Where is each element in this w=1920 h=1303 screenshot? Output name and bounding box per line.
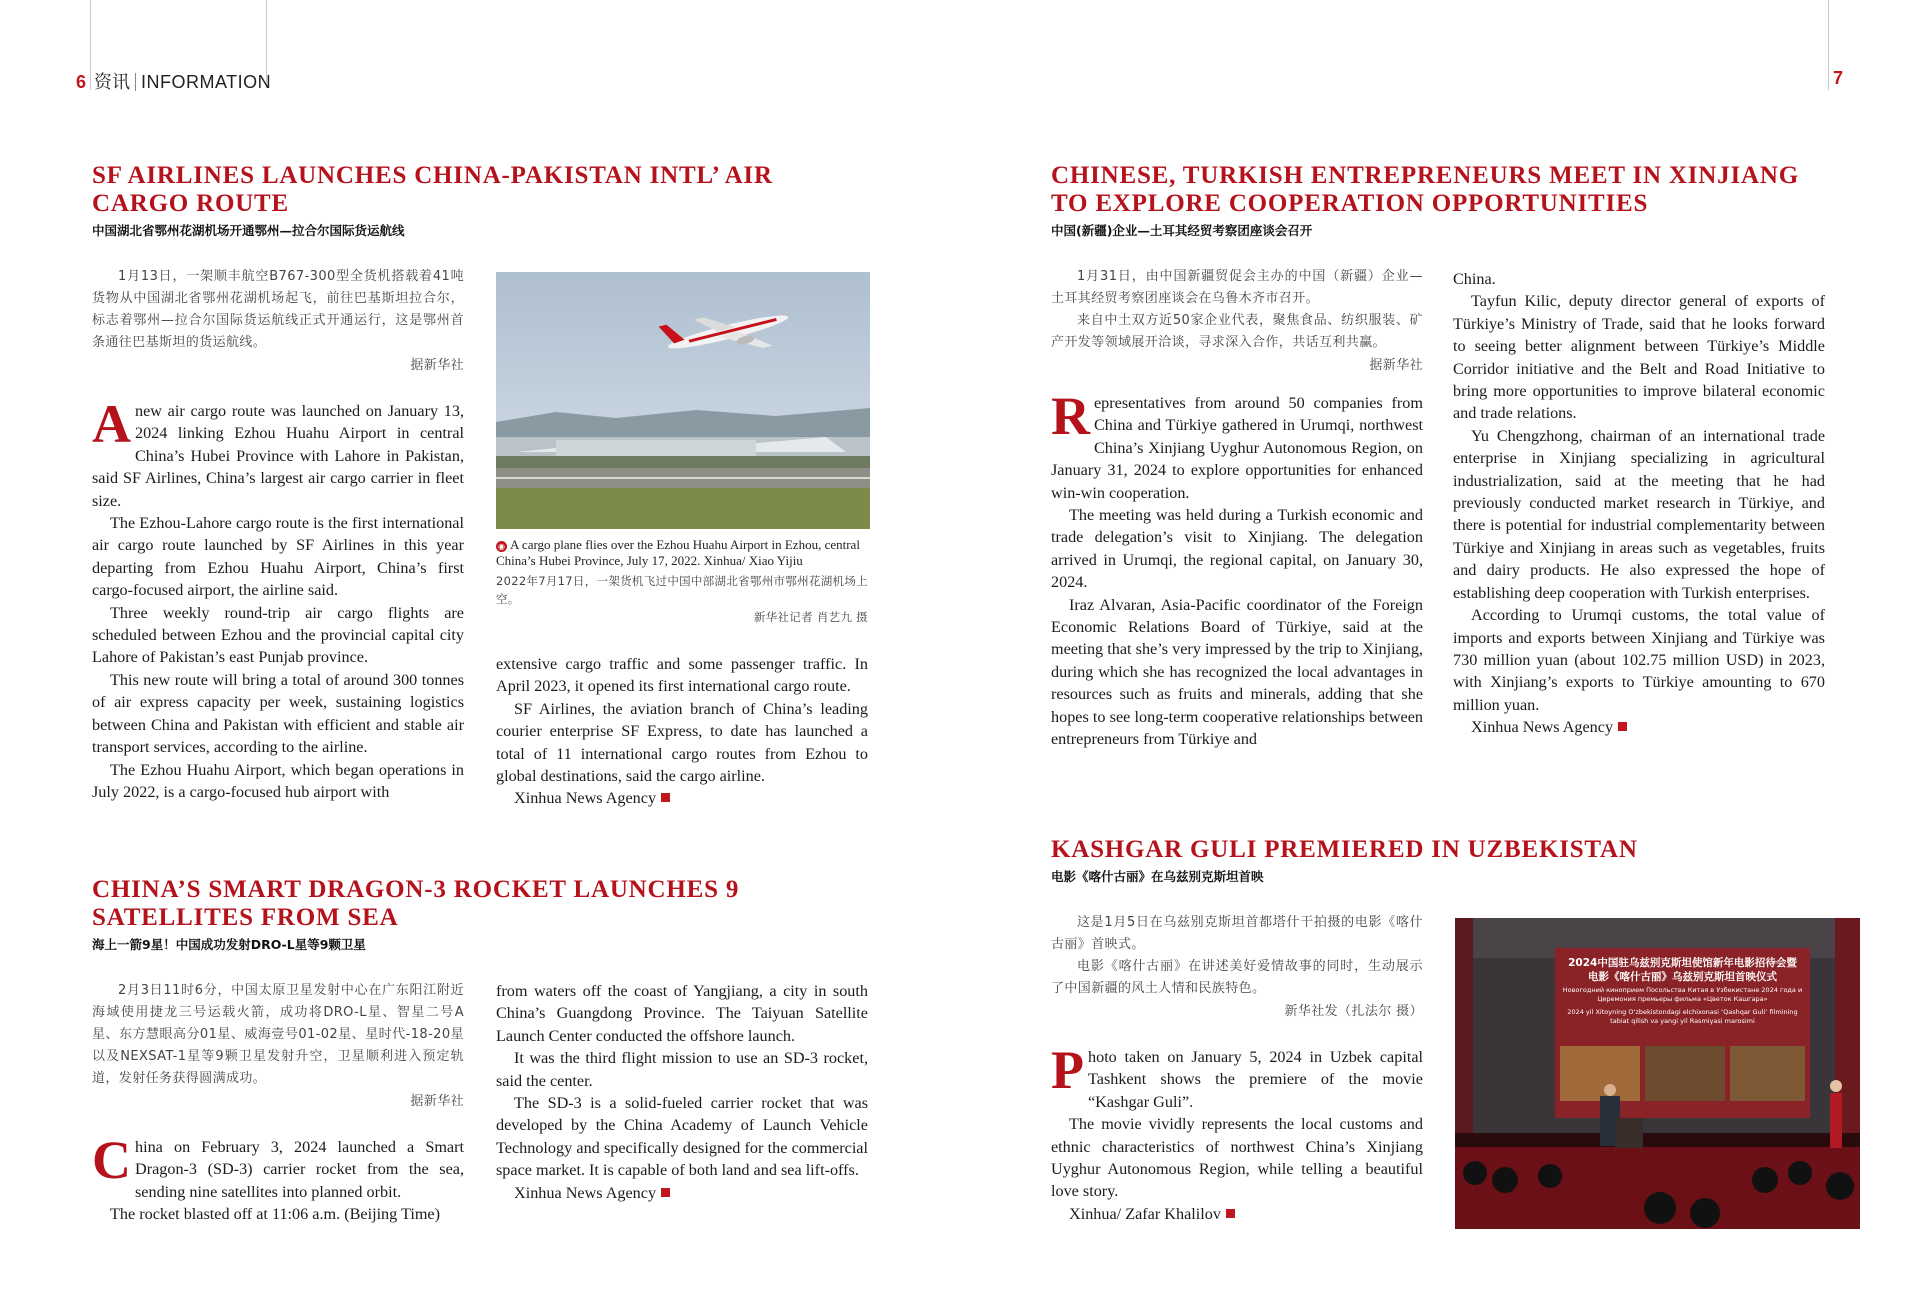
cn-summary (1051, 912, 1423, 1023)
paragraph: The movie vividly represents the local customs and ethnic characteristics of northwest China’s Xinjiang Uyghur Autonomous Region, while telling a beautiful love story. (1051, 1115, 1423, 1201)
cargo-plane-photo (496, 272, 870, 529)
signoff-text: Xinhua News Agency (514, 789, 657, 808)
folio-divider (135, 73, 136, 91)
paragraph: extensive cargo traffic and some passenger traffic. In April 2023, it opened its first international cargo route. (496, 655, 868, 696)
section-name-en: INFORMATION (141, 72, 272, 92)
article-headline: CHINESE, TURKISH ENTREPRENEURS MEET IN XINJIANG TO EXPLORE COOPERATION OPPORTUNITIES (1051, 162, 1799, 217)
paragraph: The rocket blasted off at 11:06 a.m. (Beijing Time) (110, 1205, 440, 1224)
signoff-text: Xinhua News Agency (1471, 718, 1614, 737)
drop-cap: R (1051, 386, 1090, 446)
english-body-continued (1453, 268, 1825, 739)
paragraph-text: hoto taken on January 5, 2024 in Uzbek capital Tashkent shows the premiere of the movie “Kashgar Guli”. (1088, 1048, 1423, 1111)
english-body-continued (496, 653, 868, 810)
cn-summary-text: 1月13日，一架顺丰航空B767-300型全货机搭载着41吨货物从中国湖北省鄂州花湖机场起飞，前往巴基斯坦拉合尔，标志着鄂州—拉合尔国际货运航线正式开通运行，这是鄂州首条通往巴基斯坦的货运航线。 (92, 269, 464, 350)
smart-dragon-body (92, 980, 868, 1226)
signoff (1453, 716, 1825, 738)
signoff (496, 1182, 868, 1204)
cn-source: 据新华社 (410, 358, 464, 373)
paragraph: The Ezhou-Lahore cargo route is the first international air cargo route launched by SF Airlines in this year departing from Ezhou Huahu Airport, China’s first cargo-focused airport, the airline said. (92, 514, 464, 600)
premiere-photo (1455, 918, 1860, 1229)
signoff-text: Xinhua/ Zafar Khalilov (1069, 1204, 1221, 1223)
caption-credit: 新华社记者 肖艺九 摄 (753, 610, 868, 624)
screen-title-3: Новогодний киноприем Посольства Китая в Узбекистане 2024 года и (1562, 986, 1803, 994)
end-mark (1618, 722, 1627, 731)
sf-column-1 (92, 266, 464, 810)
section-name-cn: 资讯 (94, 72, 131, 92)
end-mark (661, 793, 670, 802)
camera-icon: ◉ (496, 541, 507, 552)
cn-source: 据新华社 (410, 1094, 464, 1109)
paragraph: The meeting was held during a Turkish economic and trade delegation’s visit to Xinjiang. The delegation arrived in Urumqi, the regional capital, on January 30, 2024. (1051, 506, 1423, 592)
cn-credit: 新华社发（扎法尔 摄） (1284, 1004, 1423, 1019)
turkish-body (1051, 266, 1825, 751)
cn-summary-text: 这是1月5日在乌兹别克斯坦首都塔什干拍摄的电影《喀什古丽》首映式。 (1051, 915, 1423, 952)
turkish-column-1 (1051, 266, 1423, 751)
screen-title-2: 电影《喀什古丽》乌兹别克斯坦首映仪式 (1588, 971, 1777, 983)
sf-airlines-body (92, 266, 868, 810)
english-body-continued (496, 980, 868, 1204)
english-body (1051, 386, 1423, 751)
paragraph: China. (1453, 270, 1496, 288)
signoff-text: Xinhua News Agency (514, 1183, 657, 1202)
end-mark (1226, 1209, 1235, 1218)
english-body (1051, 1040, 1423, 1225)
cn-summary-text: 电影《喀什古丽》在讲述美好爱情故事的同时，生动展示了中国新疆的风土人情和民族特色。 (1051, 959, 1423, 996)
cn-summary (92, 980, 464, 1113)
photo-caption (496, 537, 868, 569)
paragraph: Three weekly round-trip air cargo flights are scheduled between Ezhou and the provincial capital city Lahore of Pakistan’s east Punjab province. (92, 603, 464, 667)
drop-cap: P (1051, 1040, 1084, 1100)
sf-column-2 (496, 266, 868, 810)
drop-cap: A (92, 394, 131, 454)
paragraph-text: epresentatives from around 50 companies from China and Türkiye gathered in Urumqi, northwest China’s Xinjiang Uyghur Autonomous Region, on January 31, 2024 to explore opportunities for enhanced win-win cooperation. (1051, 394, 1423, 502)
paragraph: According to Urumqi customs, the total value of imports and exports between Xinjiang and Türkiye was 730 million yuan (about 102.75 million USD) in 2023, with Xinjiang’s exports to Türkiye amounting to 670 million yuan. (1453, 606, 1825, 714)
dragon-column-2 (496, 980, 868, 1226)
english-body (92, 394, 464, 803)
cn-summary (92, 266, 464, 377)
paragraph: The Ezhou Huahu Airport, which began operations in July 2022, is a cargo-focused hub airport with (92, 760, 464, 801)
photo-caption-cn (496, 572, 868, 626)
left-folio (76, 68, 271, 94)
paragraph: from waters off the coast of Yangjiang, a city in south China’s Guangdong Province. The Taiyuan Satellite Launch Center conducted the offshore launch. (496, 982, 868, 1045)
cn-source: 据新华社 (1369, 358, 1423, 373)
article-turkish-entrepreneurs (1051, 162, 1841, 239)
dragon-column-1 (92, 980, 464, 1226)
article-headline: SF AIRLINES LAUNCHES CHINA-PAKISTAN INTL’ AIR CARGO ROUTE (92, 162, 773, 217)
lead-paragraph (92, 394, 464, 512)
signoff (1051, 1203, 1423, 1225)
article-headline: CHINA’S SMART DRAGON-3 ROCKET LAUNCHES 9 SATELLITES FROM SEA (92, 876, 740, 931)
cargo-plane-illustration (496, 272, 870, 529)
kashgar-column-1 (1051, 912, 1423, 1225)
turkish-column-2 (1453, 266, 1825, 751)
screen-title-4: Церемония премьеры фильма «Цветок Кашгара» (1597, 995, 1768, 1003)
right-header-rule (1828, 0, 1829, 90)
caption-cn-text: 2022年7月17日，一架货机飞过中国中部湖北省鄂州市鄂州花湖机场上空。 (496, 574, 868, 606)
screen-text (1555, 956, 1810, 1026)
screen-title-1: 2024中国驻乌兹别克斯坦使馆新年电影招待会暨 (1568, 957, 1797, 969)
paragraph: It was the third flight mission to use an SD-3 rocket, said the center. (496, 1049, 868, 1090)
article-subhead: 海上一箭9星！中国成功发射DRO-L星等9颗卫星 (92, 937, 366, 952)
paragraph: Yu Chengzhong, chairman of an international trade enterprise in Xinjiang specializing in agricultural industrialization, said at the meeting that he had previously conducted market research in Türkiye, and there is potential for industrial complementarity between Türkiye and Xinjiang in areas such as vegetables, fruits and dairy products. He also expressed the hope of establishing deep cooperation with Turkish enterprises. (1453, 426, 1825, 602)
paragraph: This new route will bring a total of around 300 tonnes of air express capacity per week, sustaining logistics between China and Pakistan with efficient and stable air transport services, according to the airline. (92, 670, 464, 757)
article-subhead: 电影《喀什古丽》在乌兹别克斯坦首映 (1051, 869, 1264, 884)
lead-paragraph (1051, 386, 1423, 504)
end-mark (661, 1188, 670, 1197)
article-smart-dragon (92, 876, 870, 953)
screen-title-6: tabiat qilish va yangi yil Rasmiyasi marosimi (1610, 1017, 1755, 1025)
article-kashgar-guli (1051, 836, 1841, 885)
cn-summary (1051, 266, 1423, 377)
article-subhead: 中国湖北省鄂州花湖机场开通鄂州—拉合尔国际货运航线 (92, 223, 405, 238)
paragraph-text: new air cargo route was launched on January 13, 2024 linking Ezhou Huahu Airport in central China’s Hubei Province with Lahore in Pakistan, said SF Airlines, China’s largest air cargo carrier in fleet size. (92, 402, 464, 510)
paragraph-text: hina on February 3, 2024 launched a Smart Dragon-3 (SD-3) carrier rocket from the sea, sending nine satellites into planned orbit. (135, 1138, 464, 1201)
lead-paragraph (92, 1130, 464, 1203)
caption-text: A cargo plane flies over the Ezhou Huahu Airport in Ezhou, central China’s Hubei Province, July 17, 2022. Xinhua/ Xiao Yijiu (496, 537, 860, 568)
signoff (496, 787, 868, 809)
page-number-right: 7 (1833, 68, 1844, 88)
cn-summary-text: 1月31日，由中国新疆贸促会主办的中国（新疆）企业—土耳其经贸考察团座谈会在乌鲁木齐市召开。 (1051, 269, 1423, 306)
right-folio (1833, 68, 1843, 89)
article-headline: KASHGAR GULI PREMIERED IN UZBEKISTAN (1051, 836, 1638, 863)
drop-cap: C (92, 1130, 131, 1190)
paragraph: The SD-3 is a solid-fueled carrier rocket that was developed by the China Academy of Launch Vehicle Technology and specifically designed for the commercial space market. It is capable of both land and sea lift-offs. (496, 1094, 868, 1180)
lead-paragraph (1051, 1040, 1423, 1113)
cn-summary-text: 2月3日11时6分，中国太原卫星发射中心在广东阳江附近海域使用捷龙三号运载火箭，成功将DRO-L星、智星二号A星、东方慧眼高分01星、威海壹号01-02星、星时代-18-20星以及NEXSAT-1星等9颗卫星发射升空，卫星顺利进入预定轨道，发射任务获得圆满成功。 (92, 983, 464, 1086)
article-subhead: 中国(新疆)企业—土耳其经贸考察团座谈会召开 (1051, 223, 1313, 238)
article-sf-airlines (92, 162, 870, 239)
paragraph: Tayfun Kilic, deputy director general of exports of Türkiye’s Ministry of Trade, said that he looks forward to seeing better alignment between Türkiye’s Middle Corridor initiative and the Belt and Road Initiative to bring more opportunities to improve bilateral economic and trade relations. (1453, 292, 1825, 423)
paragraph: SF Airlines, the aviation branch of China’s leading courier enterprise SF Express, to date has launched a total of 11 international cargo routes from Ezhou to global destinations, said the cargo airline. (496, 699, 868, 786)
page-number-left: 6 (76, 72, 87, 92)
kashgar-body (1051, 912, 1803, 1225)
screen-title-5: 2024 yil Xitoyning O‘zbekistondagi elchixonasi ‘Qashqar Guli’ filmining (1567, 1008, 1798, 1016)
paragraph: Iraz Alvaran, Asia-Pacific coordinator of the Foreign Economic Relations Board of Türkiye, said at the meeting that she’s very impressed by the trip to Xinjiang, during which she has recognized the local advantages in resources such as fruits and minerals, adding that she hopes to see long-term cooperative relationships between entrepreneurs from Türkiye and (1051, 595, 1423, 749)
cn-summary-text: 来自中土双方近50家企业代表，聚焦食品、纺织服装、矿产开发等领域展开洽谈，寻求深入合作，共话互利共赢。 (1051, 313, 1423, 350)
english-body (92, 1130, 464, 1226)
